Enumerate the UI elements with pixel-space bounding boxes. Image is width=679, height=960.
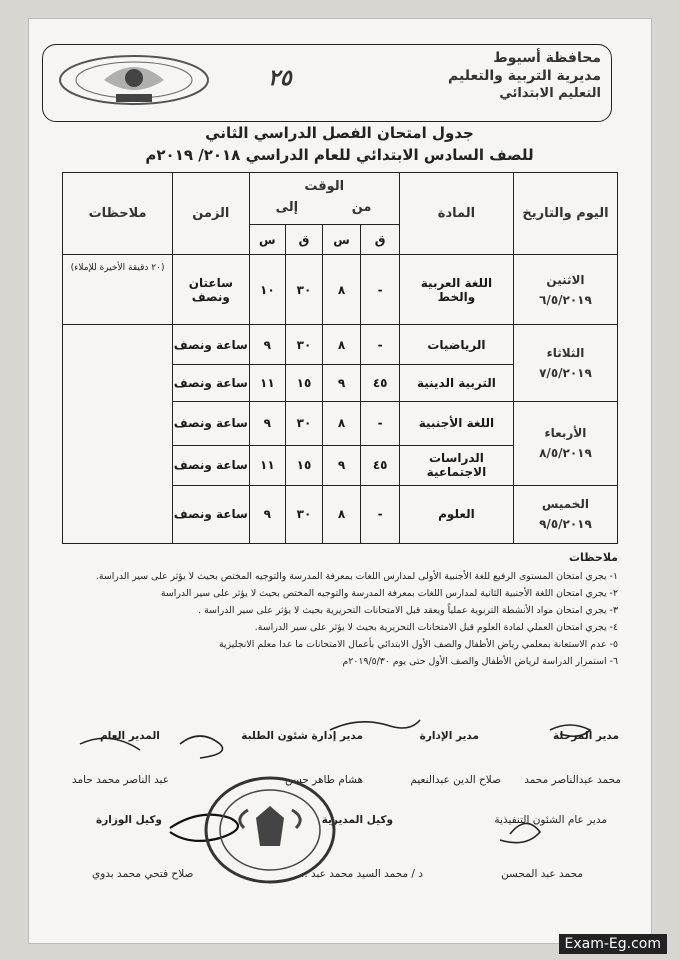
subject-cell: اللغة العربية والخط xyxy=(399,255,513,325)
title-line-1: جدول امتحان الفصل الدراسي الثاني xyxy=(205,124,474,142)
header-to-hours: س xyxy=(249,225,286,255)
day-name: الثلاثاء xyxy=(546,345,585,360)
from-minutes-cell: - xyxy=(361,325,400,365)
header-time xyxy=(249,173,399,225)
header-subject: المادة xyxy=(399,173,513,255)
subject-cell: العلوم xyxy=(399,485,513,543)
to-hours-cell: ١١ xyxy=(249,445,286,485)
day-date: ٦/٥/٢٠١٩ xyxy=(539,292,592,307)
day-date: ٧/٥/٢٠١٩ xyxy=(539,365,592,380)
header-governorate: محافظة أسيوط xyxy=(493,50,601,66)
header-from-minutes: ق xyxy=(361,225,400,255)
official-seal xyxy=(200,770,340,890)
subject-cell: الدراسات الاجتماعية xyxy=(399,445,513,485)
duration-cell: ساعة ونصف xyxy=(173,365,249,401)
header-time-label: الوقت xyxy=(304,179,345,194)
note-cell: (٢٠ دقيقة الأخيرة للإملاء) xyxy=(63,255,173,325)
from-hours-cell: ٨ xyxy=(322,401,361,445)
site-watermark: Exam-Eg.com xyxy=(559,934,667,954)
exam-schedule-table xyxy=(62,172,618,544)
from-minutes-cell: - xyxy=(361,485,400,543)
duration-cell: ساعتان ونصف xyxy=(173,255,249,325)
day-name: الأربعاء xyxy=(544,426,587,441)
header-from: من xyxy=(351,200,372,215)
to-hours-cell: ١٠ xyxy=(249,255,286,325)
subject-cell: اللغة الأجنبية xyxy=(399,401,513,445)
header-notes: ملاحظات xyxy=(63,173,173,255)
note-cell xyxy=(63,325,173,544)
to-minutes-cell: ١٥ xyxy=(286,365,323,401)
sig-name-deputy-ministry: صلاح فتحي محمد بدوي xyxy=(92,868,194,880)
header-to-minutes: ق xyxy=(286,225,323,255)
to-minutes-cell: ٣٠ xyxy=(286,325,323,365)
day-date: ٨/٥/٢٠١٩ xyxy=(539,446,592,461)
header-from-hours: س xyxy=(322,225,361,255)
to-hours-cell: ٩ xyxy=(249,485,286,543)
table-row xyxy=(63,255,618,325)
duration-cell: ساعة ونصف xyxy=(173,485,249,543)
note-item: ٦- استمرار الدراسة لرياض الأطفال والصف الأول حتى يوم ٢٠١٩/٥/٣٠م xyxy=(342,656,618,667)
ministry-logo xyxy=(54,50,214,110)
day-name: الخميس xyxy=(541,497,590,512)
sig-title-executive-affairs: مدير عام الشئون التنفيذية xyxy=(494,814,607,826)
day-date-cell xyxy=(513,255,617,325)
from-minutes-cell: ٤٥ xyxy=(361,365,400,401)
duration-cell: ساعة ونصف xyxy=(173,401,249,445)
note-item: ٤- يجري امتحان العملي لمادة العلوم قبل الامتحانات التحريرية بحيث لا يؤثر على سير الدراسة. xyxy=(254,622,618,633)
from-hours-cell: ٨ xyxy=(322,325,361,365)
from-minutes-cell: ٤٥ xyxy=(361,445,400,485)
sig-name-executive-affairs: محمد عبد المحسن xyxy=(501,868,583,880)
to-minutes-cell: ١٥ xyxy=(286,445,323,485)
from-hours-cell: ٨ xyxy=(322,485,361,543)
note-item: ٥- عدم الاستعانة بمعلمي رياض الأطفال والصف الأول الابتدائي بأعمال الامتحانات ما عدا معلم الانجليزية xyxy=(219,639,618,650)
day-date-cell xyxy=(513,401,617,485)
to-hours-cell: ٩ xyxy=(249,325,286,365)
header-duration: الزمن xyxy=(173,173,249,255)
page-number: ٢٥ xyxy=(268,66,292,91)
from-hours-cell: ٩ xyxy=(322,365,361,401)
sig-title-general-director: المدير العام xyxy=(100,730,160,742)
sig-name-deputy-directorate: د / محمد السيد محمد عبد ... xyxy=(297,868,423,880)
sig-title-student-affairs: مدير إدارة شئون الطلبة xyxy=(241,730,363,742)
from-minutes-cell: - xyxy=(361,401,400,445)
table-row xyxy=(63,325,618,365)
to-minutes-cell: ٣٠ xyxy=(286,255,323,325)
from-minutes-cell: - xyxy=(361,255,400,325)
subject-cell: التربية الدينية xyxy=(399,365,513,401)
from-hours-cell: ٩ xyxy=(322,445,361,485)
sig-title-deputy-directorate: وكيل المديرية xyxy=(321,814,393,826)
sig-name-student-affairs: هشام طاهر حسن xyxy=(284,774,363,786)
sig-name-admin-director: صلاح الدين عبدالنعيم xyxy=(410,774,501,786)
note-item: ١- يجري امتحان المستوى الرفيع للغة الأجنبية الأولى لمدارس اللغات بمعرفة المدرسة والتوجيه المختص بحيث لا يؤثر على سير الدراسة. xyxy=(95,571,618,582)
header-directorate: مديرية التربية والتعليم xyxy=(448,68,601,84)
note-item: ٢- يجري امتحان اللغة الأجنبية الثانية لمدارس اللغات بمعرفة المدرسة والتوجيه المختص بحيث لا يؤثر على سير الدراسة xyxy=(160,588,618,599)
from-hours-cell: ٨ xyxy=(322,255,361,325)
header-to: إلى xyxy=(275,200,299,215)
day-date-cell xyxy=(513,485,617,543)
sig-name-general-director: عبد الناصر محمد حامد xyxy=(72,774,169,786)
note-item: ٣- يجري امتحان مواد الأنشطة التربوية عملياً ويعقد قبل الامتحانات التحريرية بحيث لا يؤثر على سير الدراسة . xyxy=(198,605,618,616)
duration-cell: ساعة ونصف xyxy=(173,325,249,365)
sig-name-stage-director: محمد عبدالناصر محمد xyxy=(524,774,621,786)
to-hours-cell: ٩ xyxy=(249,401,286,445)
handwritten-signatures xyxy=(30,700,650,880)
to-minutes-cell: ٣٠ xyxy=(286,401,323,445)
header-day-date: اليوم والتاريخ xyxy=(513,173,617,255)
header-stage: التعليم الابتدائي xyxy=(499,86,601,101)
to-minutes-cell: ٣٠ xyxy=(286,485,323,543)
to-hours-cell: ١١ xyxy=(249,365,286,401)
sig-title-deputy-ministry: وكيل الوزارة xyxy=(96,814,162,826)
sig-title-admin-director: مدير الإدارة xyxy=(419,730,479,742)
title-line-2: للصف السادس الابتدائي للعام الدراسي ٢٠١٨/ ٢٠١٩م xyxy=(145,146,534,164)
day-date: ٩/٥/٢٠١٩ xyxy=(539,517,592,532)
duration-cell: ساعة ونصف xyxy=(173,445,249,485)
day-date-cell xyxy=(513,325,617,401)
subject-cell: الرياضيات xyxy=(399,325,513,365)
notes-section xyxy=(62,551,618,670)
sig-title-stage-director: مدير المرحلة xyxy=(552,730,619,742)
notes-label: ملاحظات xyxy=(569,551,618,564)
day-name: الاثنين xyxy=(546,272,585,287)
